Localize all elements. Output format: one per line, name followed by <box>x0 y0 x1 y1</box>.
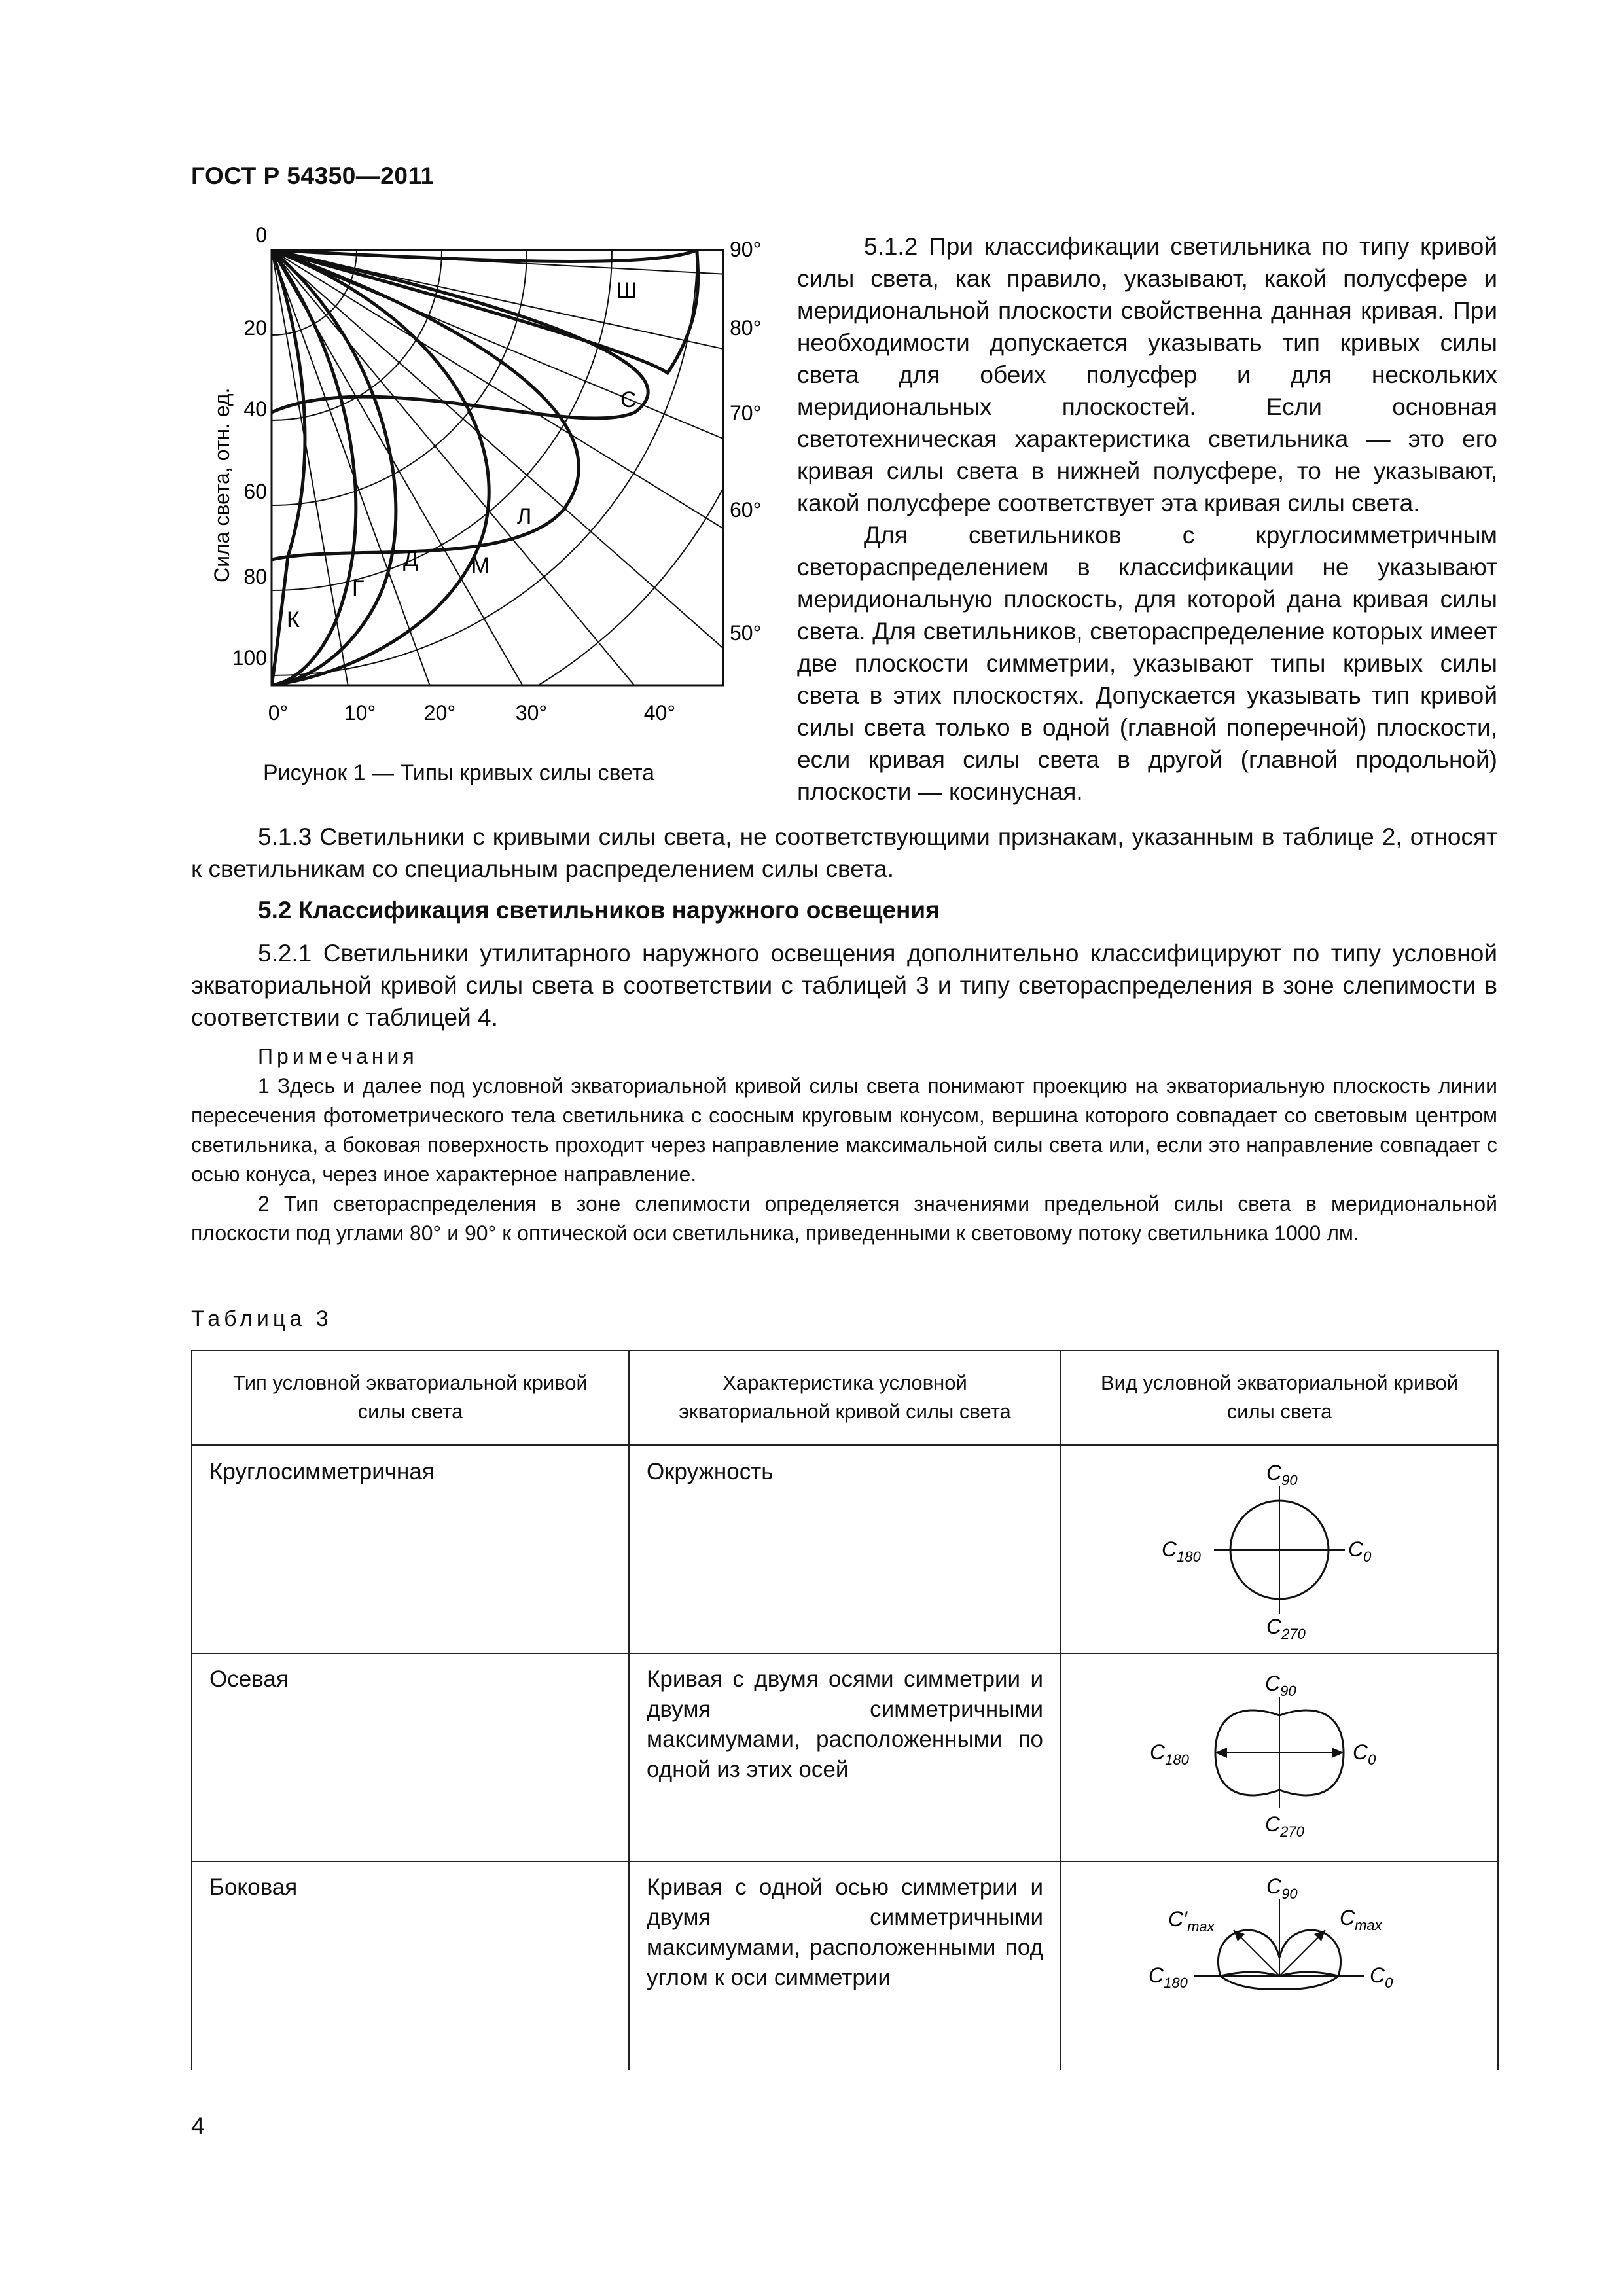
diagram-side <box>1129 1873 1430 2023</box>
right-tick: 50° <box>730 621 762 645</box>
svg-text:C180: $C_{180}$ <box>1149 1964 1188 1991</box>
x-tick: 40° <box>643 701 676 725</box>
right-column <box>797 230 1497 808</box>
y-tick: 60 <box>243 480 267 503</box>
table-cell-type: Круглосимметричная <box>192 1445 629 1653</box>
table-cell-type: Боковая <box>192 1861 629 2070</box>
table-header-characteristic: Характеристика условной экваториальной кривой силы света <box>629 1350 1061 1445</box>
svg-text:C0: $C_0$ <box>1348 1537 1372 1565</box>
table-cell-diagram <box>1061 1861 1498 2070</box>
svg-text:C′max: $C'_{max}$ <box>1168 1907 1215 1935</box>
table-header-type: Тип условной экваториальной кривой силы света <box>192 1350 629 1445</box>
svg-text:C0: $C_0$ <box>1353 1740 1376 1768</box>
curve-label-l: Л <box>517 504 532 529</box>
note-1: 1 Здесь и далее под условной экваториальной кривой силы света понимают проекцию на экваториальную плоскость линии пересечения фотометрического тела светильника с соосным круговым конусом, вершина которого совпадает со световым центром светильника, а боковая поверхность проходит через направление максимальной силы света или, если это направление совпадает с осью конуса, через иное характерное направление. <box>191 1074 1497 1186</box>
svg-text:C180: $C_{180}$ <box>1150 1740 1189 1768</box>
right-tick: 60° <box>730 498 762 522</box>
figure-light-curves <box>209 216 798 753</box>
paragraph-5-1-2-b: Для светильников с круглосимметричным светораспределением в классификации не указывают меридиональную плоскость, для которой дана кривая силы света. Для светильников, светораспределение которых имеет две плоскости симметрии, указывают типы кривых силы света в этих плоскостях. Допускается указывать тип кривой силы света только в одной (главной поперечной) плоскости, если кривая силы света в другой (главной продольной) плоскости — косинусная. <box>797 522 1497 805</box>
table-cell-characteristic: Кривая с двумя осями симметрии и двумя симметричными максимумами, расположенными по одной из этих осей <box>629 1653 1061 1861</box>
y-tick: 80 <box>243 565 267 588</box>
curve-label-m: М <box>471 553 490 578</box>
figure-caption: Рисунок 1 — Типы кривых силы света <box>263 761 655 785</box>
table-header-view: Вид условной экваториальной кривой силы света <box>1061 1350 1498 1445</box>
diagram-axial <box>1142 1664 1417 1841</box>
curve-Sh <box>272 250 698 373</box>
table-label: Таблица 3 <box>191 1306 332 1331</box>
table-cell-characteristic: Окружность <box>629 1445 1061 1653</box>
page-number: 4 <box>191 2113 205 2140</box>
x-tick: 20° <box>423 701 456 725</box>
y-tick: 0 <box>255 223 267 247</box>
table-cell-type: Осевая <box>192 1653 629 1861</box>
paragraph-5-1-2: 5.1.2 При классификации светильника по типу кривой силы света, как правило, указывают, какой полусфере и меридиональной плоскости свойственна данная кривая. При необходимости допускается указывать тип кривых силы света для обеих полусфер и для нескольких меридиональных плоскостей. Если основная светотехническая характеристика светильника — это его кривая силы света в нижней полусфере, то не указывают, какой полусфере соответствует эта кривая силы света. <box>797 233 1497 516</box>
y-tick: 40 <box>243 397 267 421</box>
table-row <box>192 1653 1498 1861</box>
y-tick: 20 <box>243 316 267 340</box>
curve-label-k: К <box>287 607 300 632</box>
svg-text:C90: $C_{90}$ <box>1266 1461 1298 1488</box>
svg-text:C0: $C_0$ <box>1370 1964 1393 1991</box>
paragraph-5-2-1: 5.2.1 Светильники утилитарного наружного освещения дополнительно классифицируют по типу условной экваториальной кривой силы света в соответствии с таблицей 3 и типу светораспределения в зоне слепимости в соответствии с таблицей 4. <box>191 940 1497 1031</box>
table-row <box>192 1861 1498 2070</box>
table-cell-characteristic: Кривая с одной осью симметрии и двумя симметричными максимумами, расположенными под углом к оси симметрии <box>629 1861 1061 2070</box>
grid-arc <box>209 216 612 590</box>
curve-label-d: Д <box>403 547 419 571</box>
x-tick: 10° <box>344 701 376 725</box>
section-title-5-2: 5.2 Классификация светильников наружного освещения <box>258 897 940 924</box>
svg-text:C180: $C_{180}$ <box>1162 1537 1201 1565</box>
y-tick: 100 <box>232 646 267 670</box>
svg-text:C270: $C_{270}$ <box>1266 1615 1306 1640</box>
svg-text:C90: $C_{90}$ <box>1266 1874 1298 1902</box>
diagram-circular <box>1162 1457 1397 1640</box>
curve-label-g: Г <box>352 576 365 601</box>
x-tick: 30° <box>515 701 548 725</box>
right-tick: 70° <box>730 401 762 425</box>
right-tick: 80° <box>730 316 762 340</box>
note-2: 2 Тип светораспределения в зоне слепимости определяется значениями предельной силы света в меридиональной плоскости под углами 80° и 90° к оптической оси светильника, приведенными к световому потоку светильника 1000 лм. <box>191 1192 1497 1245</box>
svg-text:C270: $C_{270}$ <box>1265 1812 1304 1840</box>
table-cell-diagram <box>1061 1445 1498 1653</box>
table-cell-diagram <box>1061 1653 1498 1861</box>
table-row <box>192 1445 1498 1653</box>
curve-label-sh: Ш <box>616 278 637 303</box>
svg-text:C90: $C_{90}$ <box>1265 1672 1296 1699</box>
x-tick: 0° <box>268 701 289 725</box>
paragraph-5-1-3: 5.1.3 Светильники с кривыми силы света, не соответствующими признакам, указанным в таблице 2, относят к светильникам со специальным распределением силы света. <box>191 823 1497 882</box>
y-axis-label: Сила света, отн. ед. <box>210 387 234 583</box>
notes-title: Примечания <box>258 1045 418 1068</box>
document-code: ГОСТ Р 54350—2011 <box>191 162 435 189</box>
notes-block <box>191 1042 1497 1248</box>
curve-label-s: С <box>620 387 637 412</box>
table-3 <box>191 1350 1499 2070</box>
svg-text:Cmax: $C_{max}$ <box>1340 1906 1382 1933</box>
curve-G <box>272 250 356 685</box>
right-tick: 90° <box>730 238 762 261</box>
